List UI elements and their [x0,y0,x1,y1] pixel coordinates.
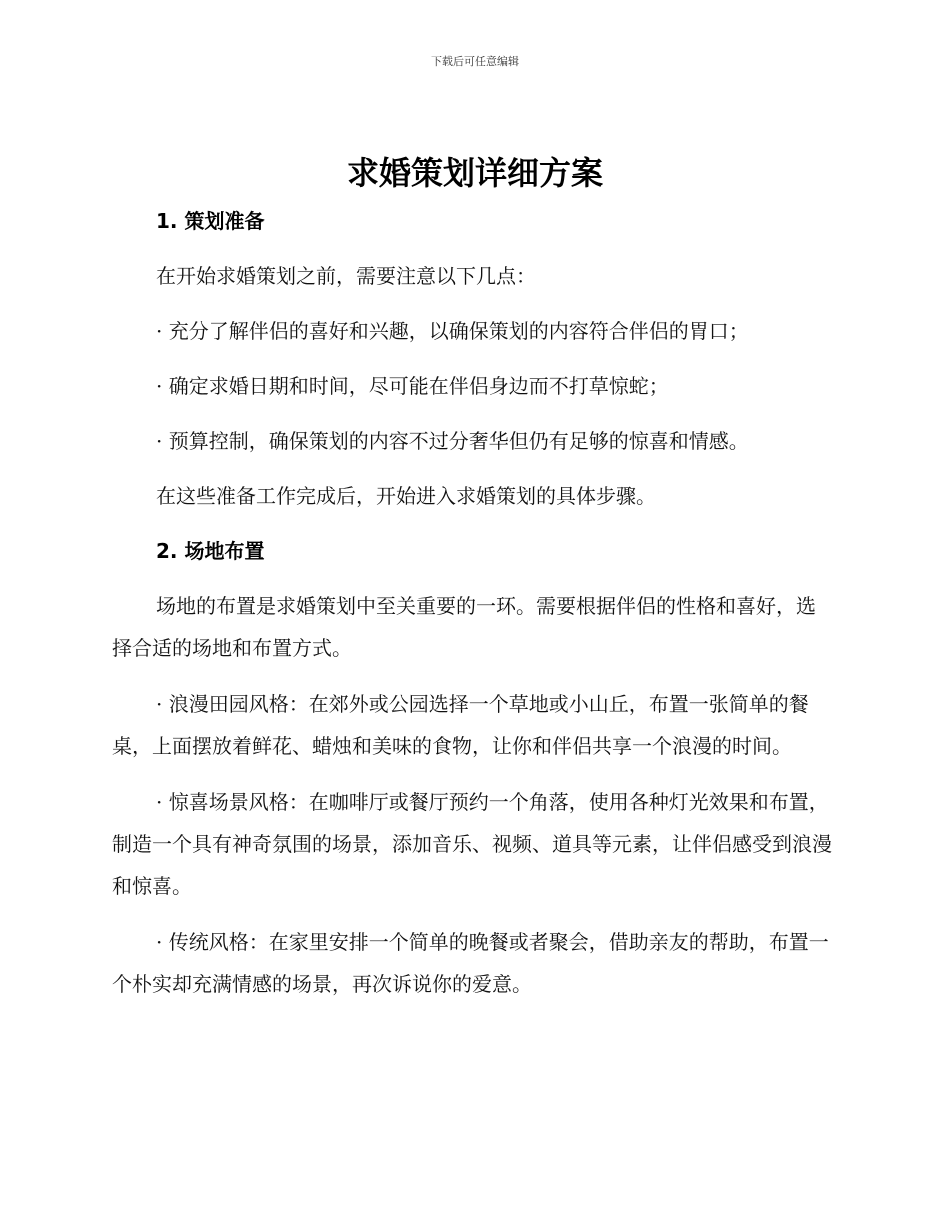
header-note: 下载后可任意编辑 [431,55,519,68]
paragraph: 在这些准备工作完成后，开始进入求婚策划的具体步骤。 [156,484,656,508]
bullet-item: · 确定求婚日期和时间，尽可能在伴侣身边而不打草惊蛇； [156,374,669,398]
paragraph: 场地的布置是求婚策划中至关重要的一环。需要根据伴侣的性格和喜好，选择合适的场地和布置方式。 [112,594,816,660]
section-heading-preparation: 1. 策划准备 [156,209,265,233]
bullet-item: · 传统风格：在家里安排一个简单的晚餐或者聚会，借助亲友的帮助，布置一个朴实却充满情感的场景，再次诉说你的爱意。 [112,930,829,996]
section-heading-venue: 2. 场地布置 [156,539,265,563]
paragraph: 在开始求婚策划之前，需要注意以下几点： [156,264,536,288]
page-title: 求婚策划详细方案 [346,154,603,192]
bullet-item: · 预算控制，确保策划的内容不过分奢华但仍有足够的惊喜和情感。 [156,429,749,453]
bullet-item: · 充分了解伴侣的喜好和兴趣，以确保策划的内容符合伴侣的胃口； [156,319,749,343]
bullet-item: · 惊喜场景风格：在咖啡厅或餐厅预约一个角落，使用各种灯光效果和布置，制造一个具有神奇氛围的场景，添加音乐、视频、道具等元素，让伴侣感受到浪漫和惊喜。 [112,790,832,898]
document-body [112,200,832,1005]
bullet-item: · 浪漫田园风格：在郊外或公园选择一个草地或小山丘，布置一张简单的餐桌，上面摆放着鲜花、蜡烛和美味的食物，让你和伴侣共享一个浪漫的时间。 [112,692,809,758]
